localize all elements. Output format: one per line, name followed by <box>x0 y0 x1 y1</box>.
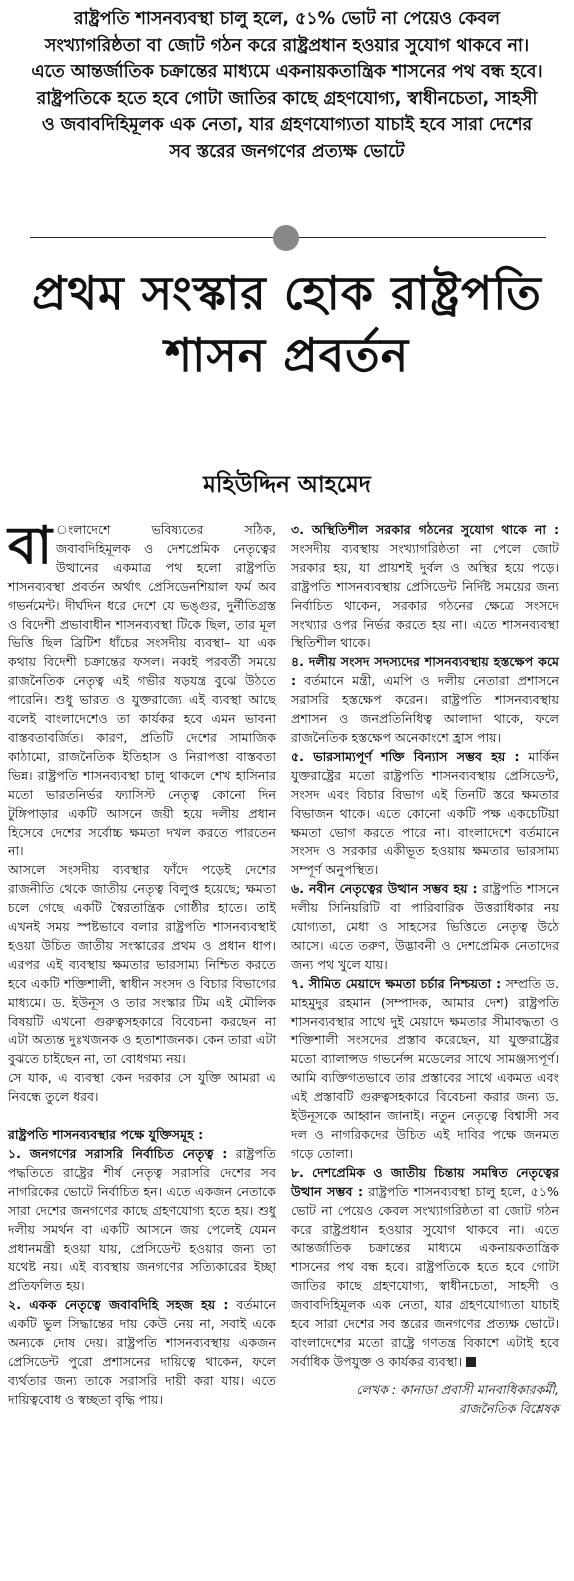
section-2-body: বর্তমানে একটি ভুল সিদ্ধান্তের দায় কেউ নেয় না, সবাই একে অন্যকে দোষ দেয়। রাষ্ট্রপতি শাসনব্যবস্থায় একজন প্রেসিডেন্ট পুরো প্রশাসনের দায়িত্বে থাকেন, ফলে ব্যর্থতার জন্য তাকে সরাসরি দায়ী করা যায়। এতে দায়িত্ববোধ ও স্বচ্ছতা বৃদ্ধি পায়। <box>8 1297 276 1407</box>
section-2 <box>8 1296 276 1409</box>
section-6 <box>291 880 559 975</box>
section-8-heading: ৮. দেশপ্রেমিক ও জাতীয় চিন্তায় সমন্বিত নেতৃত্বের উত্থান সম্ভব : <box>291 1164 559 1199</box>
section-5 <box>291 748 559 880</box>
intro-text: ংলাদেশে ভবিষ্যতের সঠিক, জবাবদিহিমূলক ও দেশপ্রেমিক নেতৃত্বের উত্থানের একমাত্র পথ হলো রাষ্ট্রপতি শাসনব্যবস্থা প্রবর্তন অর্থাৎ প্রেসিডেনশিয়াল ফর্ম অব গভর্নমেন্ট। দীর্ঘদিন ধরে দেশে যে ভঙ্গুর, দুর্নীতিগ্রস্ত ও বিদেশী প্রভাবাধীন শাসনব্যবস্থা টিকে ছিল, তার মূল ভিত্তি ছিল ব্রিটিশ ধাঁচের সংসদীয় ব্যবস্থা– যা এক কথায় বিদেশী চক্রান্তের ফসল। নব্বই পরবর্তী সময়ে রাজনৈতিক নেতৃত্ব এই গভীর ষড়যন্ত্র বুঝে উঠতে পারেনি। শুধু ভারত ও যুক্তরাজ্যে এই ব্যবস্থা আছে বলেই বাংলাদেশেও তা কার্যকর হবে এমন ভাবনা বাস্তবতাবর্জিত। কারণ, প্রতিটি দেশের সামাজিক কাঠামো, রাজনৈতিক ইতিহাস ও নিরাপত্তা বাস্তবতা ভিন্ন। রাষ্ট্রপতি শাসনব্যবস্থা চালু থাকলে শেখ হাসিনার মতো ভারতনির্ভর ফ্যাসিস্ট নেতৃত্ব কোনো দিন টুঙ্গিপাড়ার একটি আসনে জয়ী হয়ে দলীয় প্রধান হিসেবে দেশের সর্বোচ্চ ক্ষমতা দখল করতে পারতেন না। <box>8 522 276 859</box>
author-credit-line-1: লেখক : কানাডা প্রবাসী মানবাধিকারকর্মী, <box>356 1381 559 1397</box>
section-4-heading: ৪. দলীয় সংসদ সদস্যদের শাসনব্যবস্থায় হস্তক্ষেপ কমে : <box>291 654 559 689</box>
arguments-heading: রাষ্ট্রপতি শাসনব্যবস্থার পক্ষে যুক্তিসমূহ : <box>8 1127 204 1143</box>
end-mark-icon <box>466 1357 476 1367</box>
section-7-heading: ৭. সীমিত মেয়াদে ক্ষমতা চর্চার নিশ্চয়তা : <box>291 975 502 991</box>
pull-quote: রাষ্ট্রপতি শাসনব্যবস্থা চালু হলে, ৫১% ভোট না পেয়েও কেবল সংখ্যাগরিষ্ঠতা বা জোট গঠন করে রাষ্ট্রপ্রধান হওয়ার সুযোগ থাকবে না। এতে আন্তর্জাতিক চক্রান্তের মাধ্যমে একনায়কতান্ত্রিক শাসনের পথ বন্ধ হবে। রাষ্ট্রপতিকে হতে হবে গোটা জাতির কাছে গ্রহণযোগ্য, স্বাধীনচেতা, সাহসী ও জবাবদিহিমূলক এক নেতা, যার গ্রহণযোগ্যতা যাচাই হবে সারা দেশের সব স্তরের জনগণের প্রত্যক্ষ ভোটে <box>31 9 543 162</box>
section-5-body: মার্কিন যুক্তরাষ্ট্রের মতো রাষ্ট্রপতি শাসনব্যবস্থায় প্রেসিডেন্ট, সংসদ এবং বিচার বিভাগ এই তিনটি স্তরে ক্ষমতার বিভাজন থাকে। এতে কোনো একটি পক্ষ একচেটিয়া ক্ষমতা ভোগ করতে পারে না। বাংলাদেশে বর্তমানে সংসদ ও সরকার একীভূত হওয়ায় ক্ষমতার ভারসাম্য সম্পূর্ণ অনুপস্থিত। <box>291 748 559 878</box>
right-column <box>291 521 559 1418</box>
paragraph-2: আসলে সংসদীয় ব্যবস্থার ফাঁদে পড়েই দেশের রাজনীতি থেকে জাতীয় নেতৃত্ব বিলুপ্ত হয়েছে; ক্ষমতা চলে গেছে একটি স্বৈরতান্ত্রিক গোষ্ঠীর হাতে। তাই এখনই সময় স্পষ্টভাবে বলার রাষ্ট্রপতি শাসনব্যবস্থাই হওয়া উচিত জাতীয় সংস্কারের প্রথম ও প্রধান ধাপ। এরপর এই ব্যবস্থায় ক্ষমতার ভারসাম্য নিশ্চিত করতে হবে একটি শক্তিশালী, স্বাধীন সংসদ ও বিচার বিভাগের মাধ্যমে। ড. ইউনূস ও তার সংস্কার টিম এই মৌলিক বিষয়টি এখনো গুরুত্বসহকারে বিবেচনা করছেন না এটা অত্যন্ত দুঃখজনক ও হতাশাজনক। কেন তারা এটা বুঝতে চাইছেন না, তা বোধগম্য নয়। <box>8 862 276 1067</box>
author-credit <box>291 1380 559 1418</box>
section-3 <box>291 521 559 653</box>
paragraph-3: সে যাক, এ ব্যবস্থা কেন দরকার সে যুক্তি আমরা এ নিবন্ধে তুলে ধরব। <box>8 1070 276 1105</box>
section-5-heading: ৫. ভারসাম্যপূর্ণ শক্তি বিন্যাস সম্ভব হয় : <box>291 748 520 764</box>
section-4-body: বর্তমানে মন্ত্রী, এমপি ও দলীয় নেতারা প্রশাসনে সরাসরি হস্তক্ষেপ করেন। রাষ্ট্রপতি শাসনব্যবস্থায় প্রশাসন ও জনপ্রতিনিধিত্ব আলাদা থাকে, ফলে রাজনৈতিক হস্তক্ষেপ অনেকাংশে হ্রাস পায়। <box>291 673 559 745</box>
section-3-heading: ৩. অস্থিতিশীল সরকার গঠনের সুযোগ থাকে না : <box>291 522 559 537</box>
intro-paragraph <box>8 516 276 861</box>
section-7 <box>291 975 559 1164</box>
section-8-body: রাষ্ট্রপতি শাসনব্যবস্থা চালু হলে, ৫১% ভোট না পেয়েও কেবল সংখ্যাগরিষ্ঠতা বা জোট গঠন করে রাষ্ট্রপ্রধান হওয়ার সুযোগ থাকবে না। এতে আন্তর্জাতিক চক্রান্তের মাধ্যমে একনায়কতান্ত্রিক শাসনের পথ বন্ধ হবে। রাষ্ট্রপতিকে হতে হবে গোটা জাতির কাছে গ্রহণযোগ্য, স্বাধীনচেতা, সাহসী ও জবাবদিহিমূলক এক নেতা, যার গ্রহণযোগ্যতা যাচাই হবে সারা দেশের সব স্তরের জনগণের প্রত্যক্ষ ভোটে। বাংলাদেশের মতো রাষ্ট্রে গণতন্ত্র বিকাশে এটাই হবে সর্বাধিক উপযুক্ত ও কার্যকর ব্যবস্থা। <box>291 1183 559 1369</box>
section-1 <box>8 1145 276 1296</box>
section-6-body: রাষ্ট্রপতি শাসনে দলীয় সিনিয়রিটি বা পারিবারিক উত্তরাধিকার নয় যোগ্যতা, মেধা ও সাহসের ভিত্তিতে নেতৃত্ব উঠে আসে। এতে তরুণ, উদ্ভাবনী ও দেশপ্রেমিক নেতাদের জন্য পথ খুলে যায়। <box>291 881 559 972</box>
section-1-body: রাষ্ট্রপতি পদ্ধতিতে রাষ্ট্রের শীর্ষ নেতৃত্ব সরাসরি দেশের সব নাগরিকের ভোটে নির্বাচিত হন। এতে একজন নেতাকে সারা দেশের জনগণের কাছে গ্রহণযোগ্য হতে হয়। শুধু দলীয় সমর্থন বা একটি আসনে জয় পেলেই যেমন প্রধানমন্ত্রী হওয়া যায়, প্রেসিডেন্ট হওয়ার জন্য তা যথেষ্ট নয়। এই ব্যবস্থায় জনগণের সত্যিকারের ইচ্ছা প্রতিফলিত হয়। <box>8 1146 277 1294</box>
section-4 <box>291 653 559 748</box>
section-2-heading: ২. একক নেতৃত্বে জবাবদিহি সহজ হয় : <box>8 1297 229 1313</box>
drop-cap: বা <box>8 516 53 576</box>
section-3-body: সংসদীয় ব্যবস্থায় সংখ্যাগরিষ্ঠতা না পেলে জোট সরকার হয়, যা প্রায়শই দুর্বল ও অস্থির হয়ে পড়ে। রাষ্ট্রপতি শাসনব্যবস্থায় প্রেসিডেন্ট নির্দিষ্ট সময়ের জন্য নির্বাচিত থাকেন, সরকার গঠনের ক্ষেত্রে সংসদে সংখ্যার ওপর নির্ভর করতে হয় না। এতে শাসনব্যবস্থা স্থিতিশীল থাকে। <box>291 540 559 651</box>
section-7-body: সম্প্রতি ড. মাহমুদুর রহমান (সম্পাদক, আমার দেশ) রাষ্ট্রপতি শাসনব্যবস্থার সাথে দুই মেয়াদে ক্ষমতার সীমাবদ্ধতা ও শক্তিশালী সংসদের প্রস্তাব করেছেন, যা যুক্তরাষ্ট্রের মতো ব্যালান্সড গভর্নেন্স মডেলের সাথে সামঞ্জস্যপূর্ণ। আমি ব্যক্তিগতভাবে তার প্রস্তাবের সাথে একমত এবং এই প্রস্তাবটি গুরুত্বসহকারে বিবেচনা করার জন্য ড. ইউনূসকে আহ্বান জানাই। নতুন নেতৃত্বে বিশ্বাসী সব দল ও নাগরিকদের উচিত এই দাবির পক্ষে জনমত গড়ে তোলা। <box>291 975 559 1161</box>
section-1-heading: ১. জনগণের সরাসরি নির্বাচিত নেতৃত্ব : <box>8 1146 228 1161</box>
author-credit-line-2: রাজনৈতিক বিশ্লেষক <box>458 1400 559 1416</box>
section-8 <box>291 1164 559 1372</box>
byline: মহিউদ্দিন আহমেদ <box>203 472 371 498</box>
headline: প্রথম সংস্কার হোক রাষ্ট্রপতি শাসন প্রবর্তন <box>32 266 542 382</box>
divider-dot <box>273 225 299 251</box>
section-6-heading: ৬. নবীন নেতৃত্বের উত্থান সম্ভব হয় : <box>291 881 478 897</box>
left-column <box>8 516 277 1410</box>
